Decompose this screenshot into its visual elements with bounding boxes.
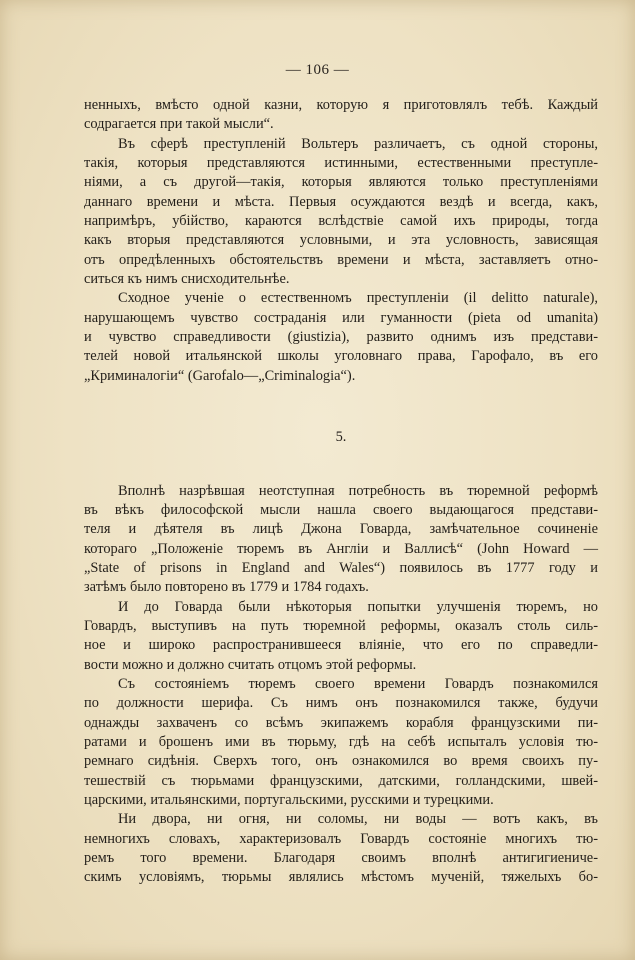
text-line: однажды захваченъ со всѣмъ экипажемъ корабля французскими пи- [84,714,598,731]
text-line: вости можно и должно считать отцомъ этой реформы. [84,656,417,673]
text-line: затѣмъ было повторено въ 1779 и 1784 годахъ. [84,579,369,596]
text-line: теля и дѣятеля въ лицѣ Джона Говарда, замѣчательное сочиненіе [84,521,598,538]
text-line: въ вѣкъ философской мысли нашла своего выдающагося представи- [84,501,598,518]
text-line: „State of prisons in England and Wales“) появилось въ 1777 году и [84,559,598,576]
paragraph [84,482,598,598]
paragraph [84,135,598,290]
text-line: содрагается при такой мысли“. [84,116,274,133]
text-line: ремнаго сидѣнія. Сверхъ того, онъ ознакомился во время своихъ пу- [84,753,598,770]
text-line: телей новой итальянской школы уголовнаго права, Гарофало, въ его [84,348,598,365]
paragraph [84,289,598,386]
section-number: 5. [335,429,347,446]
text-line: Вполнѣ назрѣвшая неотступная потребность въ тюремной реформѣ [118,482,598,499]
text-line: Съ состояніемъ тюремъ своего времени Говардъ познакомился [118,675,598,692]
text-line: и чувство справедливости (giustizia), развито однимъ изъ представи- [84,329,598,346]
page-number: — 106 — [285,62,350,78]
text-line: ніями, а съ другой—такія, которыя являются только преступленіями [84,174,598,191]
text-line: напримѣръ, убійство, караются вслѣдствіе самой ихъ природы, тогда [84,213,598,230]
text-after-section [84,482,598,888]
text-line: Ни двора, ни огня, ни соломы, ни воды — вотъ какъ, въ [118,811,598,828]
paragraph [84,96,598,135]
text-line: ратами и брошенъ ими въ тюрьму, гдѣ на себѣ испыталъ условія тю- [84,733,598,750]
text-line: даннаго времени и мѣста. Первыя осуждаются вездѣ и всегда, какъ, [84,193,598,210]
paragraph [84,598,598,675]
text-line: какъ вторыя представляются условными, и эта условность, зависящая [84,232,598,249]
text-line: ремъ того времени. Благодаря своимъ вполнѣ антигигиеничe- [84,850,598,867]
text-line: скимъ условіямъ, тюрьмы являлись мѣстомъ мученій, тяжелыхъ бо- [84,869,598,886]
text-line: ное и широко распространившееся вліяніе, что его по справедли- [84,637,598,654]
text-line: „Криминалогіи“ (Garofalo—„Criminalogia“). [84,367,356,384]
text-line: такія, которыя представляются истинными, естественными преступле- [84,155,598,172]
text-line: котораго „Положеніе тюремъ въ Англіи и Валлисѣ“ (John Howard — [84,540,598,557]
text-before-section [84,96,598,386]
text-line: Въ сферѣ преступленій Вольтеръ различаетъ, съ одной стороны, [118,135,598,152]
body-text [84,96,598,888]
text-line: тешествій съ тюрьмами французскими, датскими, голландскими, швей- [84,772,598,789]
text-line: И до Говарда были нѣкоторыя попытки улучшенія тюремъ, но [118,598,598,615]
text-line: немногихъ словахъ, характеризовалъ Говардъ состояніе многихъ тю- [84,830,598,847]
text-line: царскими, итальянскими, португальскими, русскими и турецкими. [84,792,494,808]
text-line: ситься къ нимъ снисходительнѣе. [84,271,290,288]
text-line: ненныхъ, вмѣсто одной казни, которую я приготовлялъ тебѣ. Каждый [84,97,598,113]
text-line: по должности шерифа. Съ нимъ онъ познакомился также, будучи [84,695,598,712]
paragraph [84,810,598,887]
text-line: нарушающемъ чувство состраданія или гуманности (pieta od umanita) [84,309,598,326]
text-line: отъ опредѣленныхъ обстоятельствъ времени и мѣста, заставляетъ отно- [84,251,598,268]
paragraph [84,675,598,810]
text-line: Говардъ, выступивъ на путь тюремной реформы, оказалъ столь силь- [84,617,598,634]
text-line: Сходное ученіе о естественномъ преступленіи (il delitto naturale), [118,290,598,307]
